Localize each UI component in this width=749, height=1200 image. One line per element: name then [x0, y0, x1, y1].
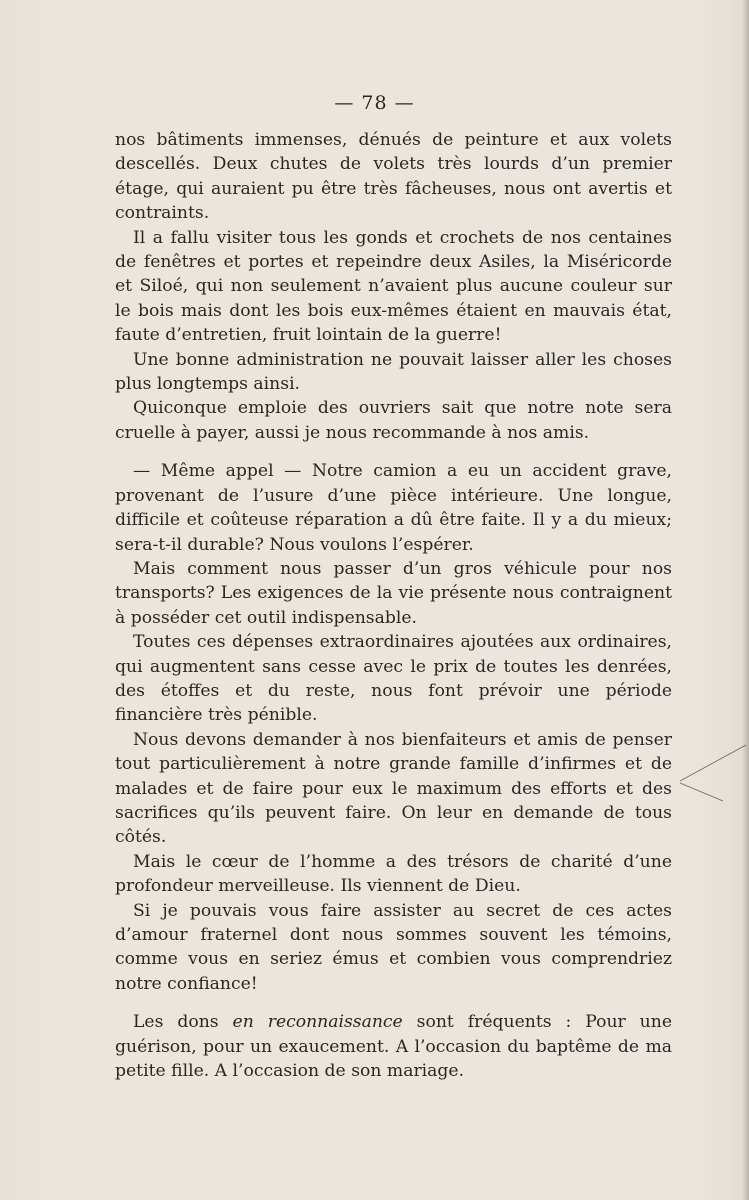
paragraph-11-end: sont fréquents : Pour une guérison, pour un exaucement. A l’occasion du baptême de ma petite fille. A l’occasion de son mariage.: [115, 1012, 672, 1082]
paragraph-6: Mais comment nous passer d’un gros véhicule pour nos transports? Les exigences de la vie présente nous contraignent à posséder cet outil indispensable.: [115, 558, 672, 628]
paragraph-1: nos bâtiments immenses, dénués de peinture et aux volets descellés. Deux chutes de volets très lourds d’un premier étage, qui auraient pu être très fâcheuses, nous ont avertis et contraints.: [115, 130, 672, 224]
paragraph-11: [115, 1010, 672, 1083]
paragraph-4: Quiconque emploie des ouvriers sait que notre note sera cruelle à payer, aussi je nous recommande à nos amis.: [115, 398, 672, 443]
italic-phrase: en reconnaissance: [232, 1012, 403, 1033]
paragraph-3: Une bonne administration ne pouvait laisser aller les choses plus longtemps ainsi.: [115, 349, 672, 395]
paragraph-10: Si je pouvais vous faire assister au secret de ces actes d’amour fraternel dont nous sommes souvent les témoins, comme vous en seriez émus et combien vous comprendriez notre confiance!: [115, 900, 672, 994]
page-number: — 78 —: [334, 92, 415, 114]
paragraph-7: Toutes ces dépenses extraordinaires ajoutées aux ordinaires, qui augmentent sans cesse avec le prix de toutes les denrées, des étoffes et du reste, nous font prévoir une période financière très pénible.: [115, 632, 672, 726]
paragraph-5: — Même appel — Notre camion a eu un accident grave, provenant de l’usure d’une pièce intérieure. Une longue, difficile et coûteuse réparation a dû être faite. Il y a du mieux; sera-t-il durable? Nous voulons l’espérer.: [115, 461, 672, 555]
pencil-mark: [678, 743, 748, 803]
body-text: [115, 128, 672, 1083]
paragraph-11-start: Les dons: [133, 1012, 233, 1033]
paragraph-8: Nous devons demander à nos bienfaiteurs et amis de penser tout particulièrement à notre grande famille d’infirmes et de malades et de faire pour eux le maximum des efforts et des sacrifices qu’ils peuvent faire. On leur en demande de tous côtés.: [115, 729, 672, 848]
paragraph-9: Mais le cœur de l’homme a des trésors de charité d’une profondeur merveilleuse. Ils viennent de Dieu.: [115, 851, 672, 897]
paragraph-2: Il a fallu visiter tous les gonds et crochets de nos centaines de fenêtres et portes et repeindre deux Asiles, la Miséricorde et Siloé, qui non seulement n’avaient plus aucune couleur sur le bois mais dont les bois eux-mêmes étaient en mauvais état, faute d’entretien, fruit lointain de la guerre!: [115, 227, 672, 346]
